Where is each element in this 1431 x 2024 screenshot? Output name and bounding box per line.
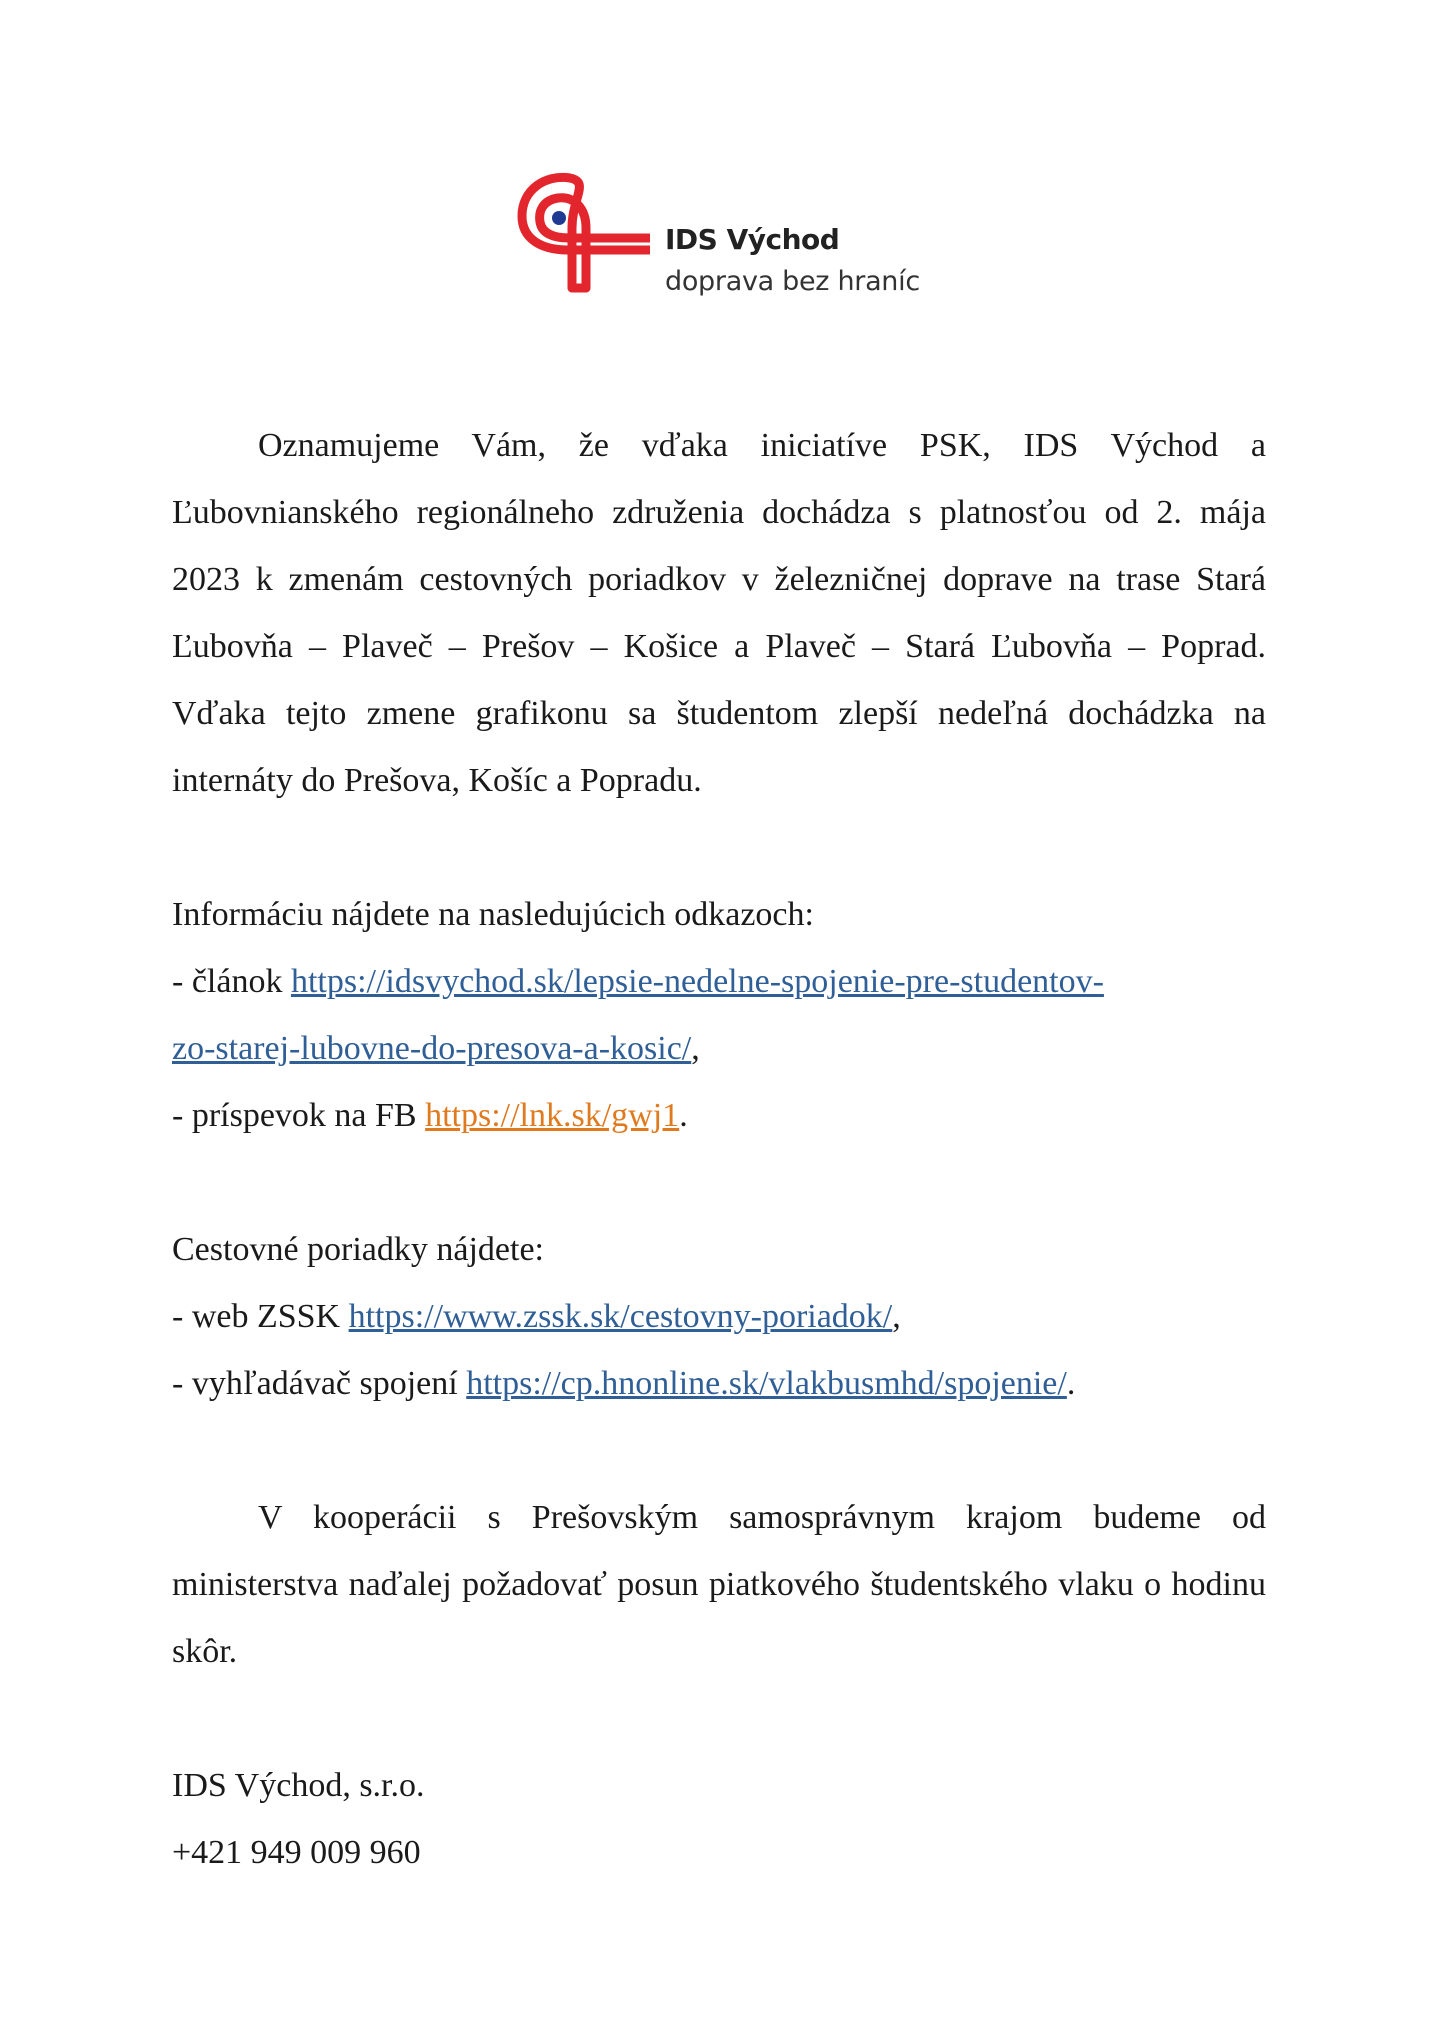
signature-company: IDS Východ, s.r.o. [172, 1767, 425, 1804]
zssk-suffix: , [892, 1298, 901, 1335]
zssk-prefix: - web ZSSK [172, 1298, 349, 1335]
article-line-continued [172, 1015, 1266, 1082]
ids-vychod-logo [510, 168, 930, 308]
spacer [172, 1685, 1266, 1752]
search-prefix: - vyhľadávač spojení [172, 1365, 467, 1402]
info-heading: Informáciu nájdete na nasledujúcich odkazoch: [172, 896, 814, 933]
document-body [172, 412, 1266, 1886]
search-link[interactable]: https://cp.hnonline.sk/vlakbusmhd/spojenie/ [466, 1365, 1067, 1402]
search-suffix: . [1066, 1365, 1076, 1402]
article-line [172, 948, 1266, 1015]
article-link-part-2[interactable]: zo-starej-lubovne-do-presova-a-kosic/ [172, 1030, 692, 1067]
article-prefix: - článok [172, 963, 291, 1000]
timetables-heading: Cestovné poriadky nájdete: [172, 1231, 545, 1268]
fb-link[interactable]: https://lnk.sk/gwj1 [425, 1097, 680, 1134]
zssk-line [172, 1283, 1266, 1350]
cooperation-paragraph: V kooperácii s Prešovským samosprávnym krajom budeme od ministerstva naďalej požadovať posun piatkového študentského vlaku o hodinu skôr. [172, 1499, 1266, 1670]
spacer [172, 1149, 1266, 1216]
signature-phone: +421 949 009 960 [172, 1834, 421, 1871]
zssk-link[interactable]: https://www.zssk.sk/cestovny-poriadok/ [348, 1298, 893, 1335]
fb-prefix: - príspevok na FB [172, 1097, 426, 1134]
ids-ribbon-logo-icon [510, 168, 650, 298]
spacer [172, 814, 1266, 881]
article-link-part-1[interactable]: https://idsvychod.sk/lepsie-nedelne-spojenie-pre-studentov- [290, 963, 1104, 1000]
article-suffix: , [691, 1030, 700, 1067]
fb-line [172, 1082, 1266, 1149]
logo-slogan: doprava bez hraníc [665, 266, 920, 297]
fb-suffix: . [679, 1097, 688, 1134]
spacer [172, 1417, 1266, 1484]
logo-brand-name: IDS Východ [665, 223, 840, 256]
search-line [172, 1350, 1266, 1417]
intro-paragraph: Oznamujeme Vám, že vďaka iniciatíve PSK, IDS Východ a Ľubovnianského regionálneho združenia dochádza s platnosťou od 2. mája 2023 k zmenám cestovných poriadkov v železničnej doprave na trase Stará Ľubovňa – Plaveč – Prešov – Košice a Plaveč – Stará Ľubovňa – Poprad. Vďaka tejto zmene grafikonu sa študentom zlepší nedeľná dochádzka na internáty do Prešova, Košíc a Popradu. [172, 427, 1266, 799]
